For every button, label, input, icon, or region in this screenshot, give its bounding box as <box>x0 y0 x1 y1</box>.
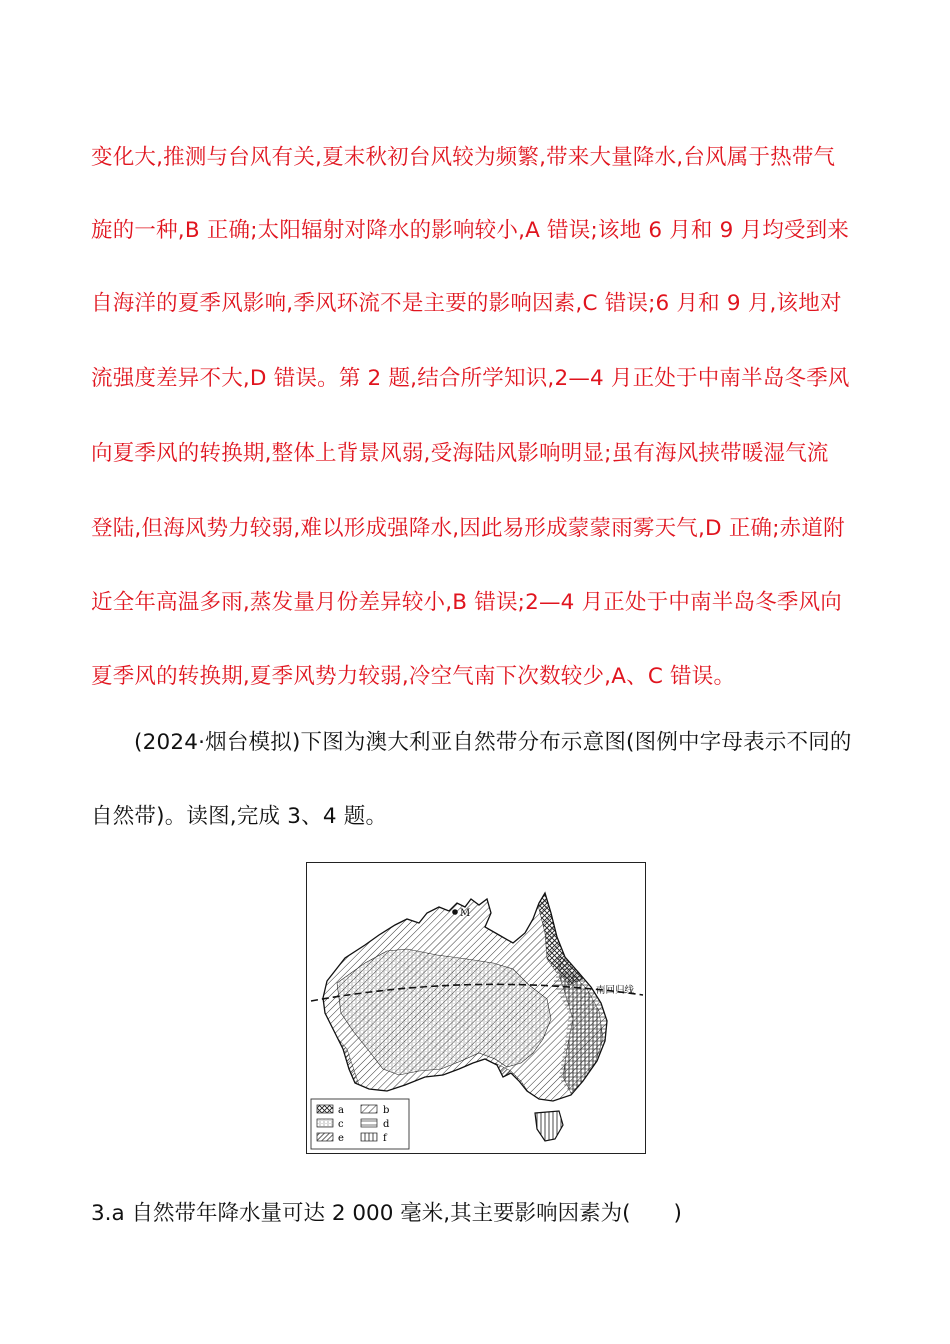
tropic-label: 南回归线 <box>596 985 635 996</box>
intro-line-2: 自然带)。读图,完成 3、4 题。 <box>91 804 388 829</box>
answer-line-6: 登陆,但海风势力较弱,难以形成强降水,因此易形成蒙蒙雨雾天气,D 正确;赤道附 <box>91 516 845 541</box>
australia-natural-zones-map <box>306 862 646 1154</box>
legend-label-a: a <box>338 1105 344 1116</box>
point-m-marker <box>452 909 458 915</box>
answer-line-2: 旋的一种,B 正确;太阳辐射对降水的影响较小,A 错误;该地 6 月和 9 月均受到来 <box>91 218 850 243</box>
map-figure <box>307 863 644 1152</box>
legend-swatch-a <box>317 1105 333 1113</box>
legend-swatch-f <box>361 1133 377 1141</box>
answer-line-4: 流强度差异不大,D 错误。第 2 题,结合所学知识,2—4 月正处于中南半岛冬季风 <box>91 366 850 391</box>
answer-line-1: 变化大,推测与台风有关,夏末秋初台风较为频繁,带来大量降水,台风属于热带气 <box>91 145 836 170</box>
point-m-label: M <box>460 908 471 919</box>
legend-label-b: b <box>383 1105 390 1116</box>
answer-line-8: 夏季风的转换期,夏季风势力较弱,冷空气南下次数较少,A、C 错误。 <box>91 664 736 689</box>
tasmania <box>535 1111 563 1141</box>
legend-label-d: d <box>383 1119 390 1130</box>
legend-label-e: e <box>338 1133 344 1144</box>
legend-label-f: f <box>383 1133 387 1144</box>
legend-label-c: c <box>338 1119 344 1130</box>
legend-swatch-d <box>361 1119 377 1127</box>
answer-line-5: 向夏季风的转换期,整体上背景风弱,受海陆风影响明显;虽有海风挟带暖湿气流 <box>91 441 829 466</box>
map-legend <box>311 1099 409 1149</box>
legend-swatch-b <box>361 1105 377 1113</box>
legend-swatch-c <box>317 1119 333 1127</box>
intro-line-1: (2024·烟台模拟)下图为澳大利亚自然带分布示意图(图例中字母表示不同的 <box>134 730 852 755</box>
answer-line-7: 近全年高温多雨,蒸发量月份差异较小,B 错误;2—4 月正处于中南半岛冬季风向 <box>91 590 842 615</box>
answer-line-3: 自海洋的夏季风影响,季风环流不是主要的影响因素,C 错误;6 月和 9 月,该地对 <box>91 291 842 316</box>
question-3: 3.a 自然带年降水量可达 2 000 毫米,其主要影响因素为( ) <box>91 1201 682 1226</box>
legend-swatch-e <box>317 1133 333 1141</box>
